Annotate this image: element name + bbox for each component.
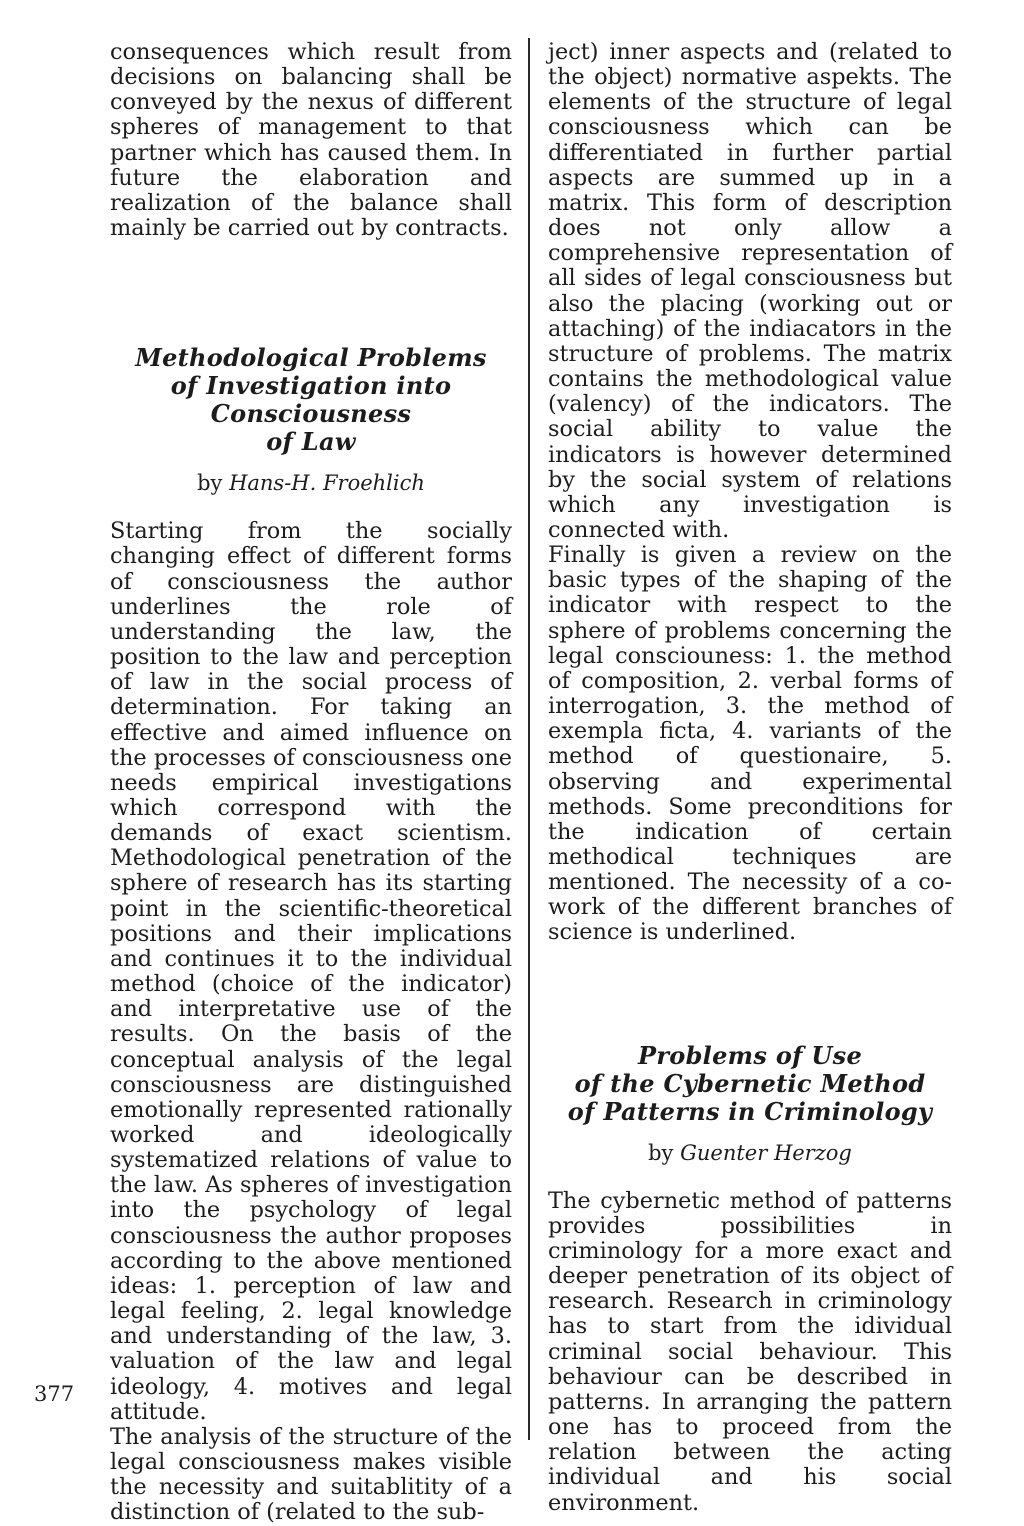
- article2-byline: [548, 1140, 952, 1166]
- byline-author: Hans-H. Froehlich: [229, 471, 425, 496]
- continued-paragraph: consequences which result from decisions on balancing shall be conveyed by the nexus of different spheres of management to that partner which has caused them. In future the elaboration and realization of the balance shall mainly be carried out by contracts.: [110, 39, 512, 242]
- article-paragraph-1: Starting from the socially changing effect of different forms of consciousness the author underlines the role of understanding the law, the position to the law and perception of law in the social process of determination. For taking an effective and aimed influence on the processes of consciousness one needs empirical investigations which correspond with the demands of exact scientism. Methodological penetration of the sphere of research has its starting point in the scientific-theoretical positions and their implications and continues it to the individual method (choice of the indicator) and interpretative use of the results. On the basis of the conceptual analysis of the legal consciousness are distinguished emotionally represented rationally worked and ideologically systematized relations of value to the law. As spheres of investigation into the psychology of legal consciousness the author proposes according to the above mentioned ideas: 1. perception of law and legal feeling, 2. legal knowledge and understanding of the law, 3. valuation of the law and legal ideology, 4. motives and legal attitude.: [110, 518, 512, 1425]
- article2-paragraph-1: The cybernetic method of patterns provides possibilities in criminology for a more exact and deeper penetration of its object of research. Research in criminology has to start from the idividual criminal social behaviour. This behaviour can be described in patterns. In arranging the pattern one has to proceed from the relation between the acting individual and his social environment.: [548, 1187, 952, 1516]
- article-byline: [110, 470, 512, 496]
- article2-title-line-3: of Patterns in Criminology: [567, 1096, 933, 1126]
- article-title: [110, 344, 512, 456]
- column-divider: [528, 38, 530, 1440]
- right-column: [548, 40, 952, 1516]
- article-paragraph-2-end: ject) inner aspects and (related to the object) normative aspekts. The elements of the structure of legal consciousness which can be differentiated in further partial aspects are summed up in a matrix. This form of description does not only allow a comprehensive representation of all sides of legal consciousness but also the placing (working out or attaching) of the indiacators in the structure of problems. The matrix contains the methodological value (valency) of the indicators. The social ability to value the indicators is however determined by the social system of relations which any investigation is connected with.: [548, 39, 952, 543]
- article-paragraph-2-start: The analysis of the structure of the legal consciousness makes visible the necessity and suitablitity of a distinction of (related to the sub-: [110, 1423, 512, 1526]
- page-number: 377: [34, 1382, 75, 1406]
- article-title-line-1: Methodological Problems: [135, 343, 487, 373]
- article-paragraph-3: Finally is given a review on the basic types of the shaping of the indicator with respect to the sphere of problems concerning the legal consciouness: 1. the method of composition, 2. verbal forms of interrogation, 3. the method of exempla ficta, 4. variants of the method of questionaire, 5. observing and experimental methods. Some preconditions for the indication of certain methodical techniques are mentioned. The necessity of a co-work of the different branches of science is underlined.: [548, 542, 952, 946]
- article2-title-line-1: Problems of Use: [637, 1040, 863, 1070]
- byline-by: by: [197, 471, 223, 496]
- byline2-by: by: [648, 1140, 674, 1165]
- article2-title-line-2: of the Cybernetic Method: [574, 1068, 926, 1098]
- article-title-line-2: of Investigation into Consciousness: [170, 371, 452, 429]
- article-title-line-3: of Law: [266, 427, 356, 457]
- left-column: [110, 40, 512, 1526]
- byline2-author: Guenter Herzog: [680, 1140, 852, 1165]
- article2-title: [548, 1042, 952, 1126]
